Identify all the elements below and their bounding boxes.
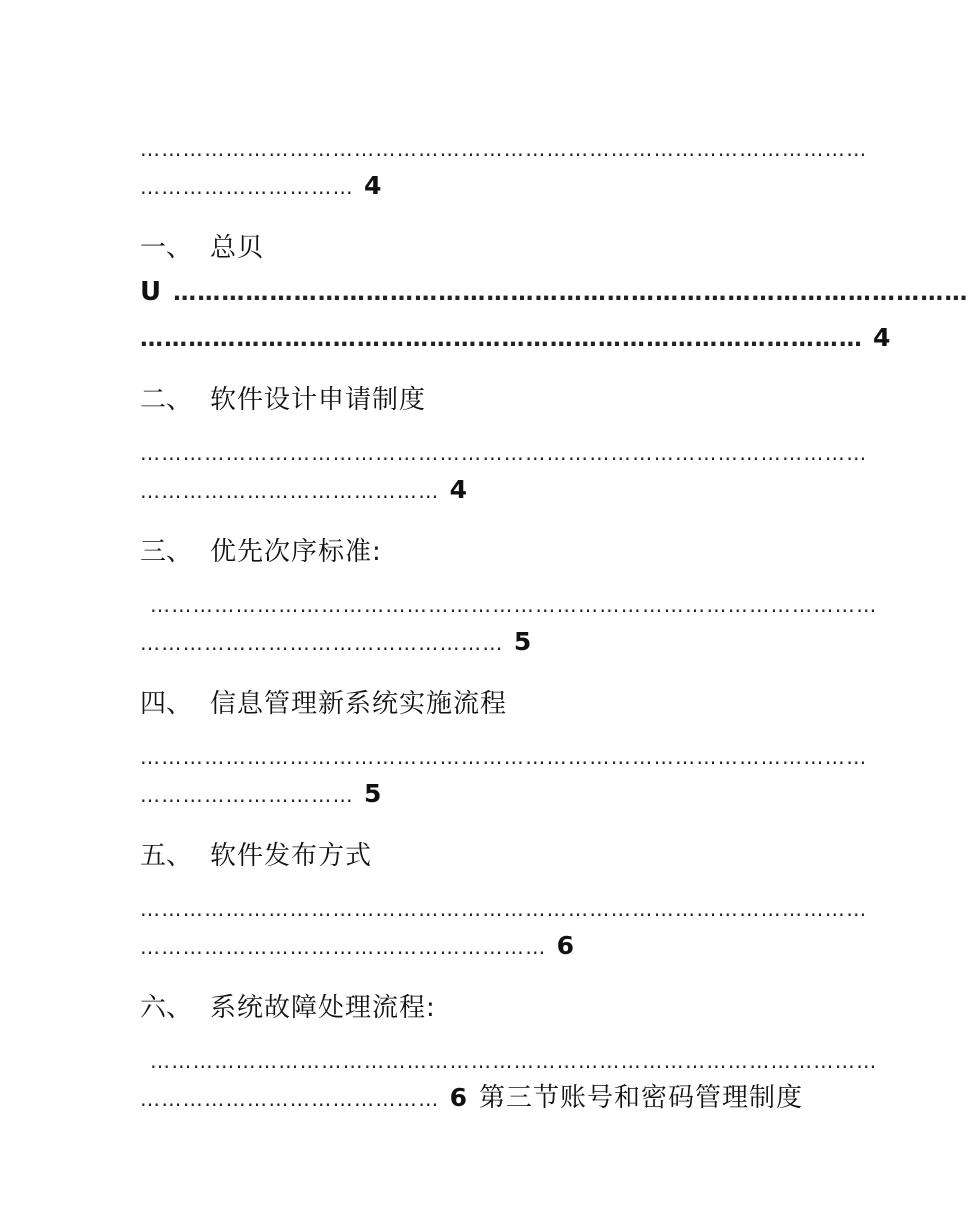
section-index: 四、 <box>140 689 193 719</box>
dot-leader: ………………………………………………… <box>140 935 547 959</box>
page-number: 6 <box>556 931 575 960</box>
toc-entry-3-end[interactable] <box>140 622 805 662</box>
section-index: 五、 <box>140 841 193 871</box>
page-number: 4 <box>449 475 468 504</box>
next-section-title[interactable]: 第三节账号和密码管理制度 <box>479 1083 804 1113</box>
toc-entry-2-heading[interactable] <box>140 380 805 420</box>
toc-entry-4-heading[interactable] <box>140 684 805 724</box>
dot-leader: ………………………… <box>140 783 354 807</box>
toc-leader-line <box>140 128 868 168</box>
toc-leader-line <box>150 1040 878 1080</box>
page-number: 6 <box>449 1083 468 1112</box>
toc-entry-3-heading[interactable] <box>140 532 805 572</box>
dot-leader: ………………………………………………………………………………………… <box>140 897 868 921</box>
toc-entry-6-heading[interactable] <box>140 988 805 1028</box>
page-number: 5 <box>513 627 532 656</box>
page-number: 5 <box>364 779 382 808</box>
dot-leader: ………………………………………………………………………………………… <box>150 1049 878 1073</box>
section-title: 信息管理新系统实施流程 <box>210 689 508 719</box>
section-prefix: U <box>140 277 162 307</box>
section-title: 总贝 <box>210 233 265 263</box>
toc-entry-1-end[interactable] <box>140 318 891 358</box>
toc-entry-5-heading[interactable] <box>140 836 805 876</box>
section-index: 三、 <box>140 537 193 567</box>
dot-leader: ……………………………………………………………………………………… <box>173 280 968 306</box>
section-title: 软件设计申请制度 <box>210 385 427 415</box>
page-number: 4 <box>364 171 382 200</box>
section-title: 优先次序标准: <box>210 537 382 567</box>
dot-leader: …………………………………… <box>140 1087 440 1111</box>
section-title: 系统故障处理流程: <box>210 993 436 1023</box>
dot-leader: …………………………………… <box>140 479 440 503</box>
toc-entry-1-heading[interactable] <box>140 228 805 268</box>
section-index: 一、 <box>140 233 193 263</box>
dot-leader: ………………………………………………………………………………………… <box>140 137 868 161</box>
toc-leader-line <box>140 736 868 776</box>
toc-leader-line <box>140 432 868 472</box>
section-index: 二、 <box>140 385 193 415</box>
section-title: 软件发布方式 <box>210 841 373 871</box>
toc-leader-line <box>150 584 878 624</box>
section-index: 六、 <box>140 993 193 1023</box>
toc-entry-4-end[interactable] <box>140 774 805 814</box>
page-number: 4 <box>873 323 891 352</box>
toc-leader-line <box>140 888 868 928</box>
toc-entry-1-leader <box>140 272 968 312</box>
dot-leader: ……………………………………………………………………………… <box>140 326 863 352</box>
dot-leader: ………………………………………………………………………………………… <box>140 441 868 465</box>
toc-entry-5-end[interactable] <box>140 926 805 966</box>
dot-leader: ………………………………………………………………………………………… <box>150 593 878 617</box>
dot-leader: …………………………………………… <box>140 631 504 655</box>
toc-entry-2-end[interactable] <box>140 470 805 510</box>
toc-entry-0-end[interactable] <box>140 166 805 206</box>
dot-leader: ………………………………………………………………………………………… <box>140 745 868 769</box>
toc-entry-6-end[interactable] <box>140 1078 820 1118</box>
dot-leader: ………………………… <box>140 175 354 199</box>
